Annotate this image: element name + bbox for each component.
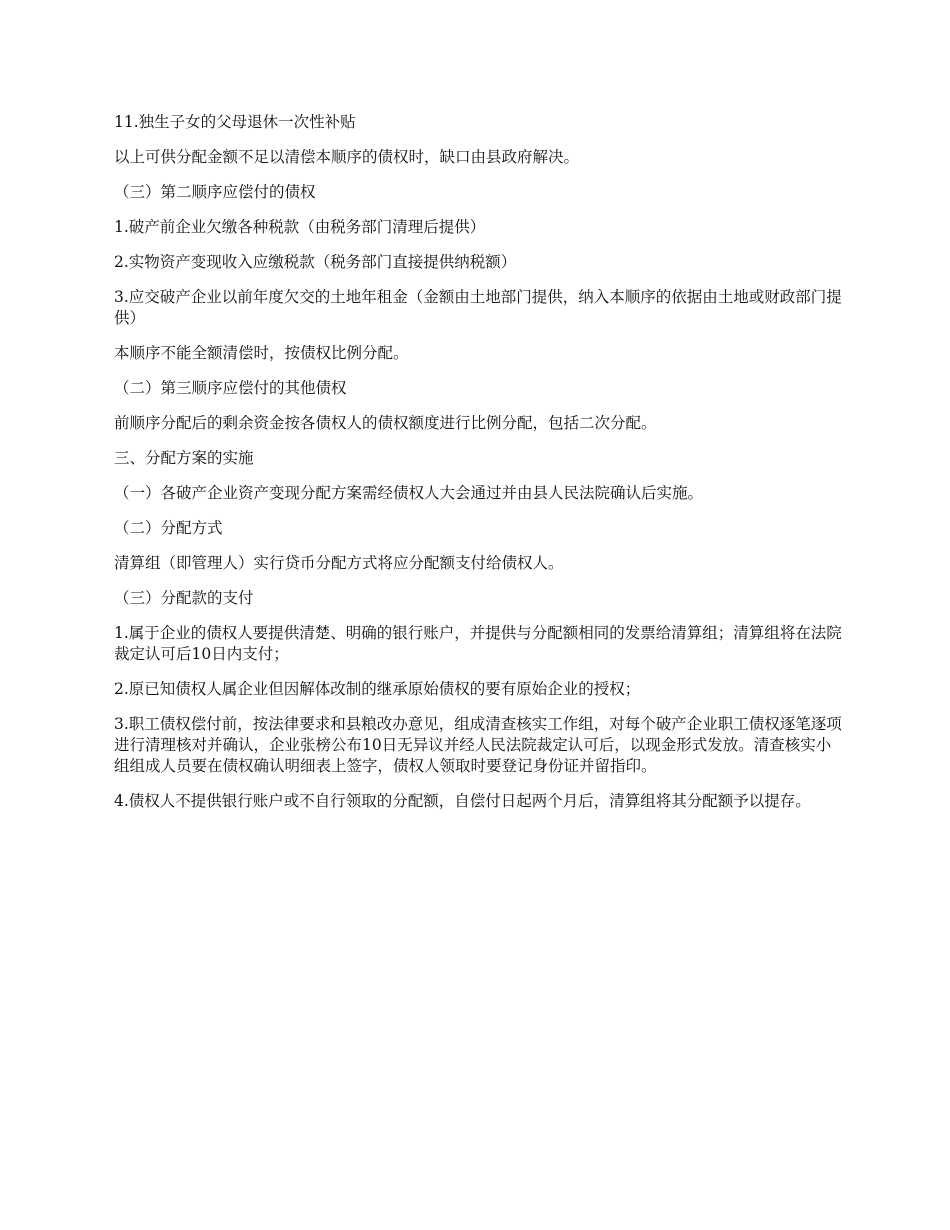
- payment-item-escrow: 4.债权人不提供银行账户或不自行领取的分配额，自偿付日起两个月后，清算组将其分配额予以提存。: [114, 792, 811, 810]
- section-three-implementation-heading: 三、分配方案的实施: [114, 449, 254, 467]
- payment-item-bank-account: 1.属于企业的债权人要提供清楚、明确的银行账户，并提供与分配额相同的发票给清算组；清算组将在法院裁定认可后10日内支付；: [114, 624, 842, 663]
- item-unpaid-taxes: 1.破产前企业欠缴各种税款（由税务部门清理后提供）: [114, 218, 486, 236]
- second-priority-proportional-note: 本顺序不能全额清偿时，按债权比例分配。: [114, 344, 409, 362]
- section-third-priority-heading: （二）第三顺序应偿付的其他债权: [114, 379, 347, 397]
- item-only-child-parents-subsidy: 11.独生子女的父母退休一次性补贴: [114, 113, 356, 131]
- distribution-method-description: 清算组（即管理人）实行贷币分配方式将应分配额支付给债权人。: [114, 554, 564, 572]
- third-priority-description: 前顺序分配后的剩余资金按各债权人的债权额度进行比例分配，包括二次分配。: [114, 414, 657, 432]
- implementation-approval: （一）各破产企业资产变现分配方案需经债权人大会通过并由县人民法院确认后实施。: [114, 484, 704, 502]
- item-asset-liquidation-tax: 2.实物资产变现收入应缴税款（税务部门直接提供纳税额）: [114, 253, 517, 271]
- distribution-method-heading: （二）分配方式: [114, 519, 223, 537]
- payment-item-employee-claims: 3.职工债权偿付前，按法律要求和县粮改办意见，组成清查核实工作组，对每个破产企业职工债权逐笔逐项进行清理核对并确认，企业张榜公布10日无异议并经人民法院裁定认可后，以现金形式发放。清查核实小组组成人员要在债权确认明细表上签字，债权人领取时要登记身份证并留指印。: [114, 715, 842, 775]
- payment-item-original-enterprise: 2.原已知债权人属企业但因解体改制的继承原始债权的要有原始企业的授权；: [114, 680, 641, 698]
- shortfall-note: 以上可供分配金额不足以清偿本顺序的债权时，缺口由县政府解决。: [114, 148, 580, 166]
- document-body: [114, 112, 844, 826]
- payment-heading: （三）分配款的支付: [114, 589, 254, 607]
- section-second-priority-heading: （三）第二顺序应偿付的债权: [114, 183, 316, 201]
- item-land-rent-arrears: 3.应交破产企业以前年度欠交的土地年租金（金额由土地部门提供，纳入本顺序的依据由土地或财政部门提供）: [114, 288, 842, 327]
